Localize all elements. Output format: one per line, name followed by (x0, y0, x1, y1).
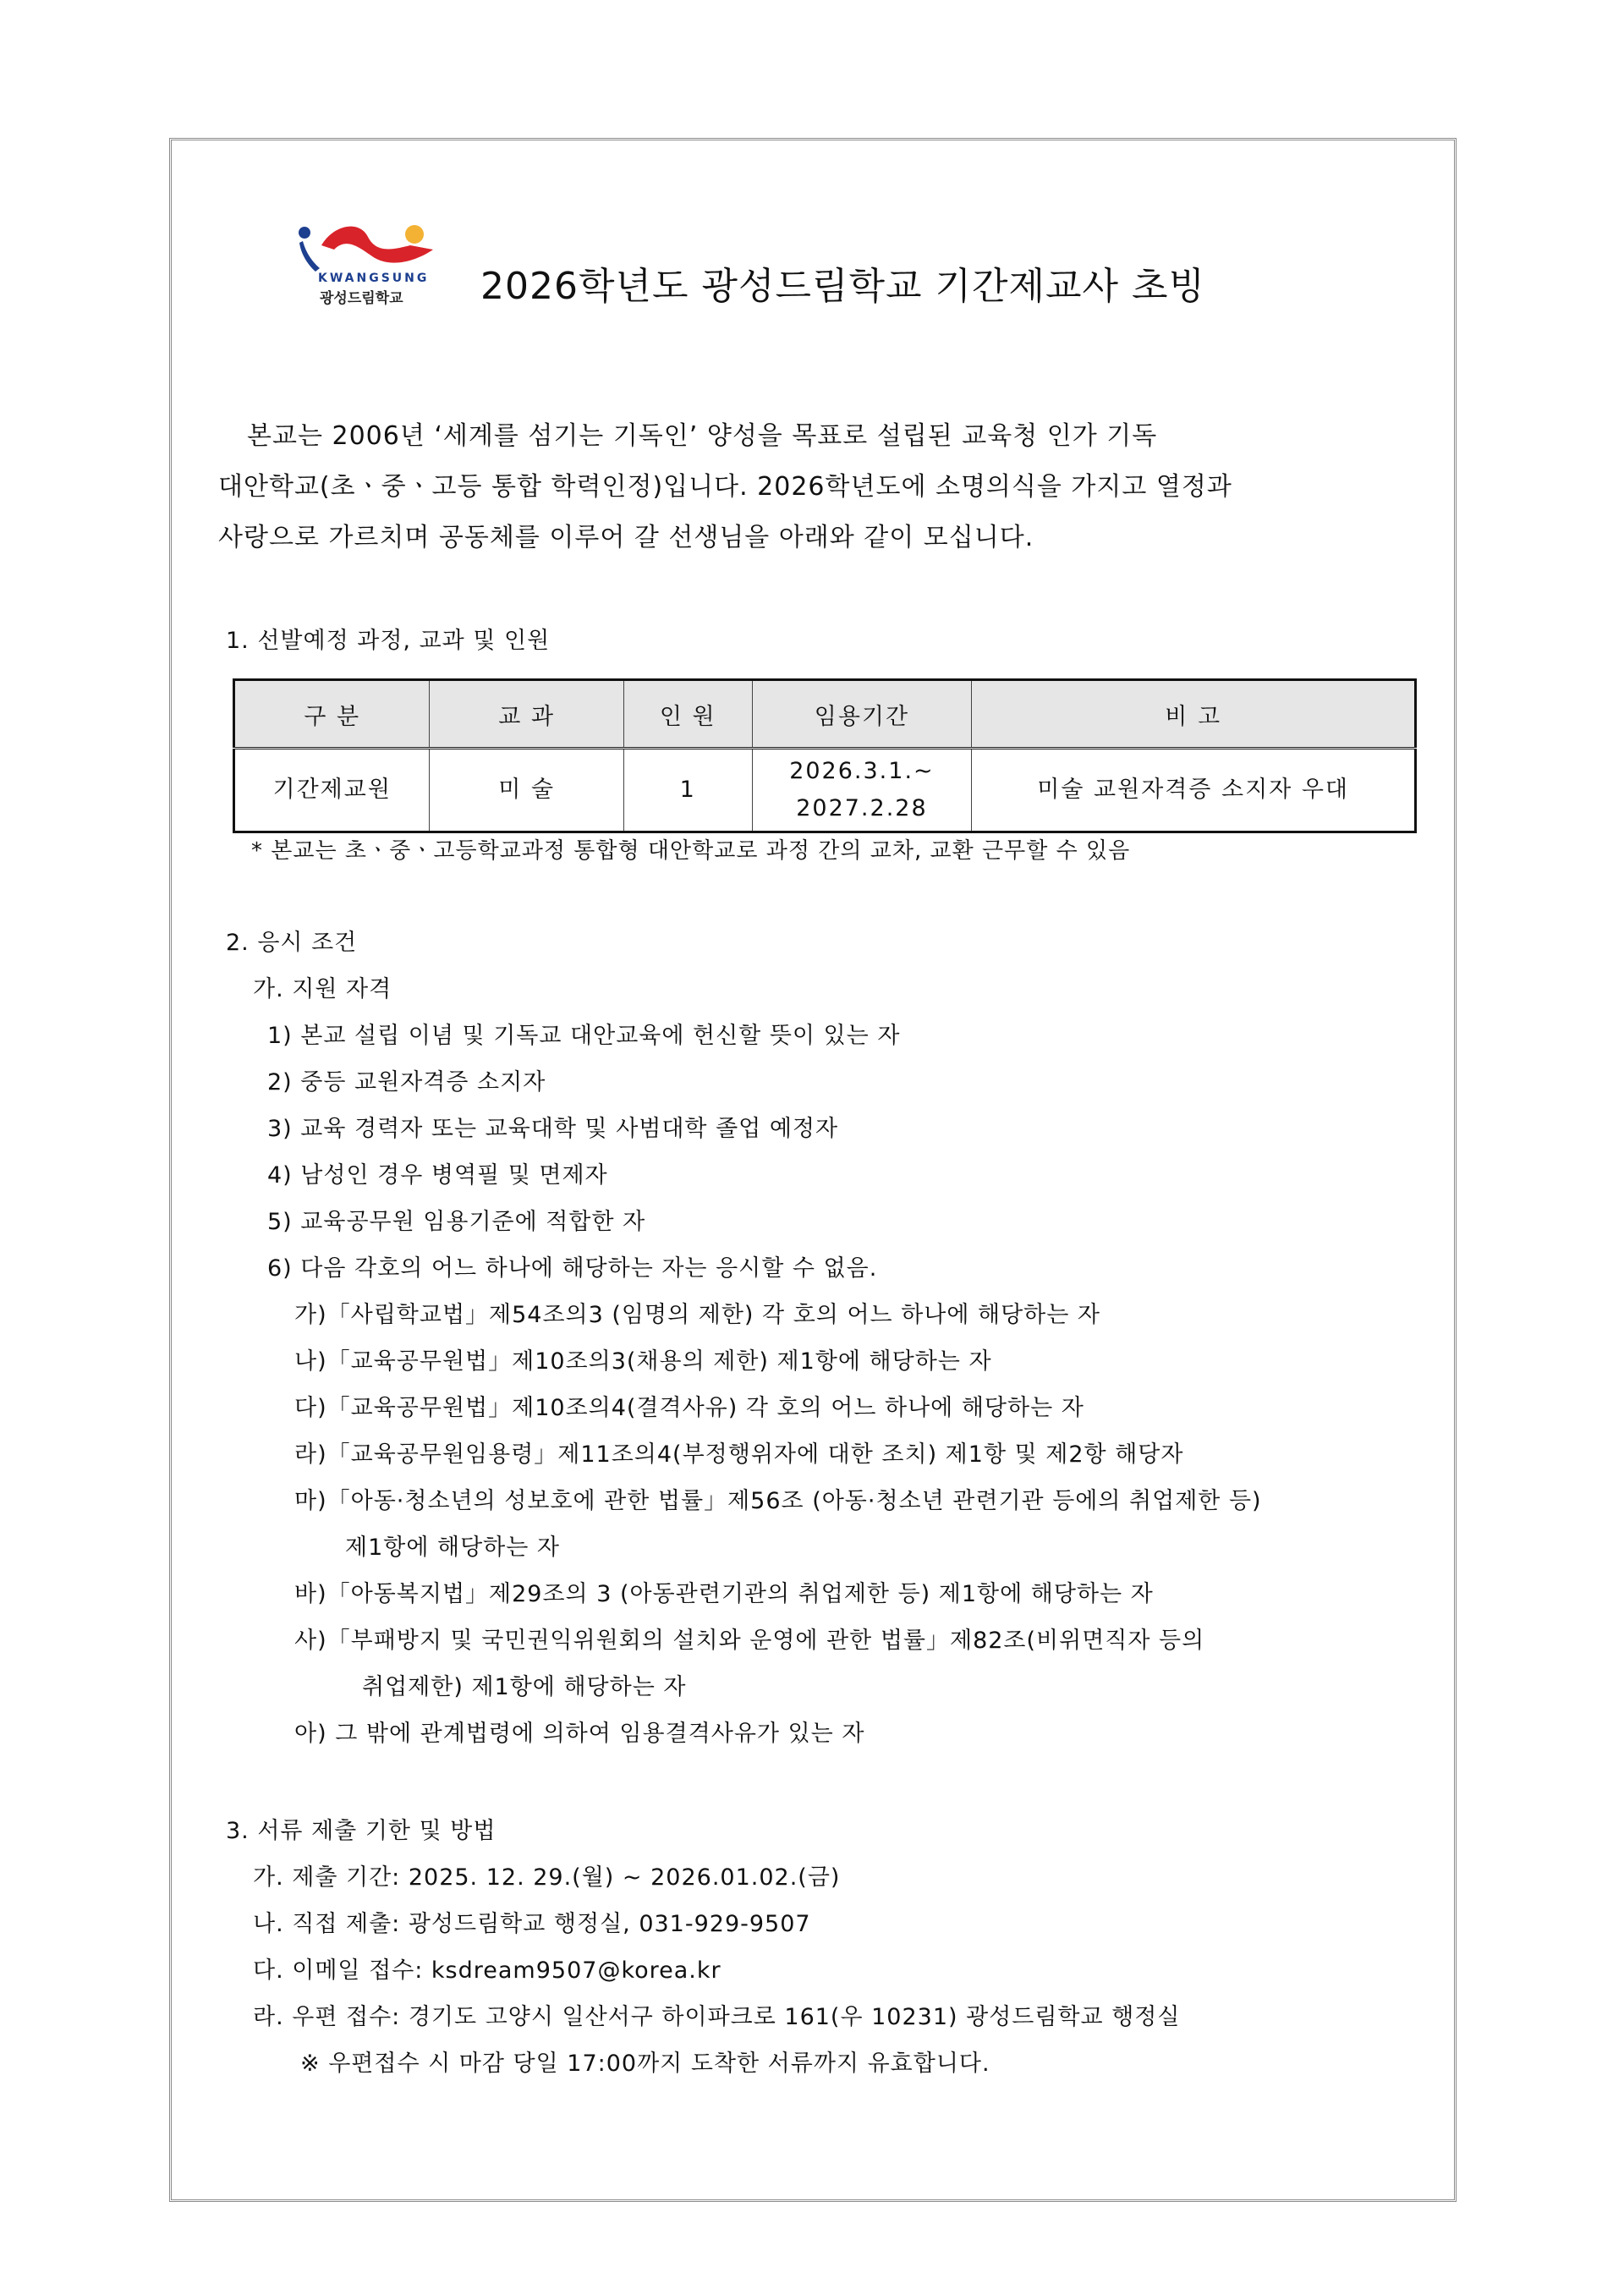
table-row (234, 749, 1416, 832)
table-header-remark: 비 고 (972, 680, 1416, 749)
disqualification-item: 마)「아동·청소년의 성보호에 관한 법률」제56조 (아동·청소년 관련기관 등에의 취업제한 등) (294, 1488, 1262, 1514)
section1-heading: 1. 선발예정 과정, 교과 및 인원 (226, 628, 551, 654)
page-title: 2026학년도 광성드림학교 기간제교사 초빙 (480, 265, 1205, 308)
list-item: 1) 본교 설립 이념 및 기독교 대안교육에 헌신할 뜻이 있는 자 (267, 1023, 901, 1049)
disqualification-item: 나)「교육공무원법」제10조의3(채용의 제한) 제1항에 해당하는 자 (294, 1348, 992, 1375)
table-header-count: 인 원 (623, 680, 752, 749)
cell-remark: 미술 교원자격증 소지자 우대 (972, 749, 1416, 832)
list-item: 나. 직접 제출: 광성드림학교 행정실, 031-929-9507 (253, 1911, 811, 1937)
list-item: 2) 중등 교원자격증 소지자 (267, 1069, 546, 1095)
section2-subheading: 가. 지원 자격 (253, 976, 392, 1002)
disqualification-continuation: 취업제한) 제1항에 해당하는 자 (362, 1674, 687, 1700)
list-item: 6) 다음 각호의 어느 하나에 해당하는 자는 응시할 수 없음. (267, 1255, 878, 1282)
list-item: 3) 교육 경력자 또는 교육대학 및 사범대학 졸업 예정자 (267, 1116, 839, 1142)
list-item: 4) 남성인 경우 병역필 및 면제자 (267, 1162, 608, 1189)
table-header-subject: 교 과 (430, 680, 623, 749)
selection-table (233, 678, 1417, 833)
table-header-row (234, 680, 1416, 749)
logo-mark-text: KWANGSUNG (318, 272, 430, 285)
section3-heading: 3. 서류 제출 기한 및 방법 (226, 1818, 497, 1844)
disqualification-item: 사)「부패방지 및 국민권익위원회의 설치와 운영에 관한 법률」제82조(비위면직자 등의 (294, 1628, 1205, 1654)
list-item: 가. 제출 기간: 2025. 12. 29.(월) ~ 2026.01.02.(금) (253, 1864, 841, 1891)
intro-line-2: 대안학교(초ㆍ중ㆍ고등 통합 학력인정)입니다. 2026학년도에 소명의식을 가지고 열정과 (218, 472, 1232, 502)
intro-line-1: 본교는 2006년 ‘세계를 섬기는 기독인’ 양성을 목표로 설립된 교육청 인가 기독 (247, 421, 1158, 451)
disqualification-item: 가)「사립학교법」제54조의3 (임명의 제한) 각 호의 어느 하나에 해당하는 자 (294, 1302, 1101, 1328)
table-note: * 본교는 초ㆍ중ㆍ고등학교과정 통합형 대안학교로 과정 간의 교차, 교환 근무할 수 있음 (251, 838, 1131, 864)
cell-type: 기간제교원 (234, 749, 430, 832)
disqualification-continuation: 제1항에 해당하는 자 (345, 1535, 560, 1561)
list-item: 5) 교육공무원 임용기준에 적합한 자 (267, 1209, 646, 1235)
intro-line-3: 사랑으로 가르치며 공동체를 이루어 갈 선생님을 아래와 같이 모십니다. (218, 523, 1034, 552)
cell-period (752, 749, 972, 832)
disqualification-item: 라)「교육공무원임용령」제11조의4(부정행위자에 대한 조치) 제1항 및 제2항 해당자 (294, 1441, 1184, 1468)
cell-period-start: 2026.3.1.~ (789, 758, 935, 784)
cell-count: 1 (623, 749, 752, 832)
logo-text: 광성드림학교 (320, 290, 403, 307)
cell-period-end: 2027.2.28 (796, 795, 928, 821)
table-header-type: 구 분 (234, 680, 430, 749)
mail-note: ※ 우편접수 시 마감 당일 17:00까지 도착한 서류까지 유효합니다. (300, 2051, 990, 2077)
disqualification-item: 아) 그 밖에 관계법령에 의하여 임용결격사유가 있는 자 (294, 1721, 865, 1747)
list-item: 라. 우편 접수: 경기도 고양시 일산서구 하이파크로 161(우 10231) 광성드림학교 행정실 (253, 2004, 1181, 2030)
disqualification-item: 바)「아동복지법」제29조의 3 (아동관련기관의 취업제한 등) 제1항에 해당하는 자 (294, 1581, 1154, 1607)
disqualification-item: 다)「교육공무원법」제10조의4(결격사유) 각 호의 어느 하나에 해당하는 자 (294, 1395, 1084, 1421)
list-item: 다. 이메일 접수: ksdream9507@korea.kr (253, 1957, 721, 1984)
section2-heading: 2. 응시 조건 (226, 930, 358, 956)
cell-subject: 미 술 (430, 749, 623, 832)
table-header-period: 임용기간 (752, 680, 972, 749)
